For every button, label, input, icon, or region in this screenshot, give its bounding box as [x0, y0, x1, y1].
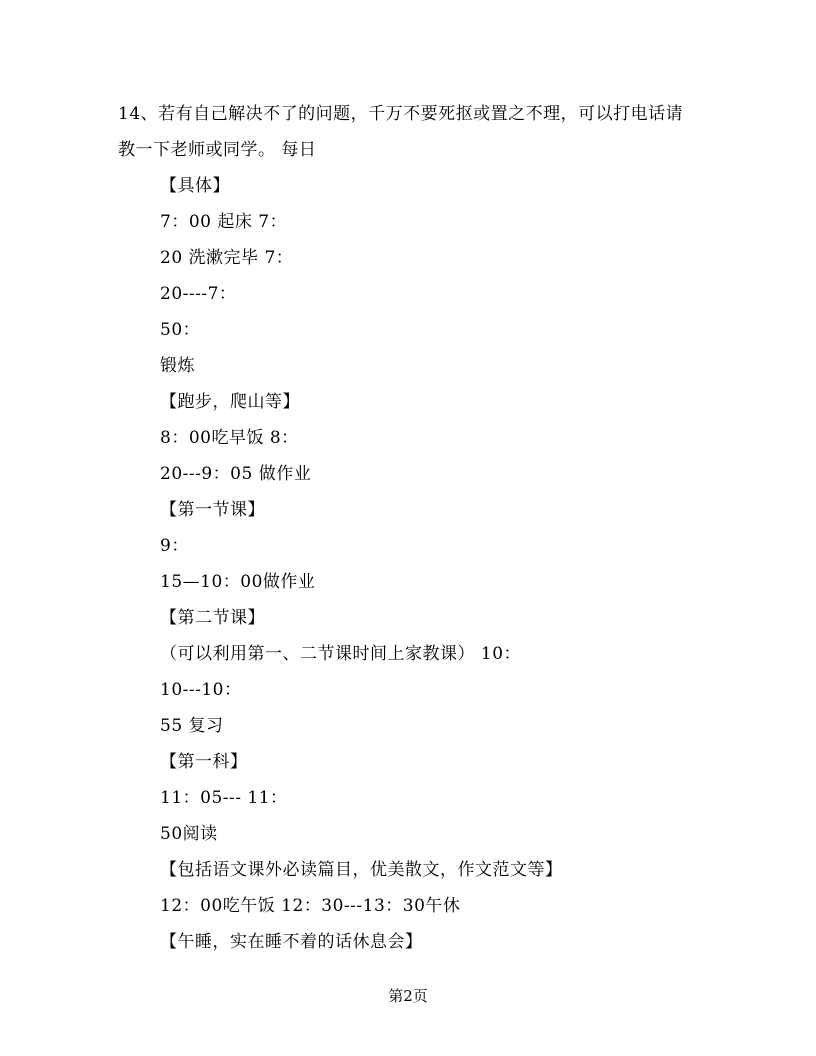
schedule-line: 【包括语文课外必读篇目，优美散文，作文范文等】: [160, 860, 563, 880]
page-number: 第2页: [388, 987, 428, 1005]
schedule-line: 【具体】: [160, 176, 230, 196]
schedule-line: 【跑步，爬山等】: [160, 392, 300, 412]
schedule-line: 11：05--- 11：: [160, 788, 288, 808]
schedule-line: 20 洗漱完毕 7：: [160, 248, 294, 268]
schedule-line: 20---9：05 做作业: [160, 464, 312, 484]
intro-paragraph: 14、若有自己解决不了的问题，千万不要死抠或置之不理，可以打电话请教一下老师或同学。 每日: [118, 104, 684, 160]
schedule-line: 12：00吃午饭 12：30---13：30午休: [160, 896, 461, 916]
schedule-line: （可以利用第一、二节课时间上家教课） 10：: [160, 644, 522, 664]
schedule-line: 【第一科】: [160, 752, 248, 772]
schedule-line: 7：00 起床 7：: [160, 212, 288, 232]
schedule-line: 50：: [160, 320, 201, 340]
schedule-line: 50阅读: [160, 824, 218, 844]
schedule-line: 15—10：00做作业: [160, 572, 316, 592]
schedule-line: 【午睡，实在睡不着的话休息会】: [160, 932, 423, 952]
schedule-line: 20----7：: [160, 284, 237, 304]
schedule-line: 55 复习: [160, 716, 224, 736]
schedule-line: 8：00吃早饭 8：: [160, 428, 299, 448]
schedule-line: 10---10：: [160, 680, 242, 700]
schedule-line: 9：: [160, 536, 189, 556]
schedule-list: [160, 168, 563, 960]
schedule-line: 【第二节课】: [160, 608, 265, 628]
schedule-line: 锻炼: [160, 356, 195, 376]
schedule-line: 【第一节课】: [160, 500, 265, 520]
